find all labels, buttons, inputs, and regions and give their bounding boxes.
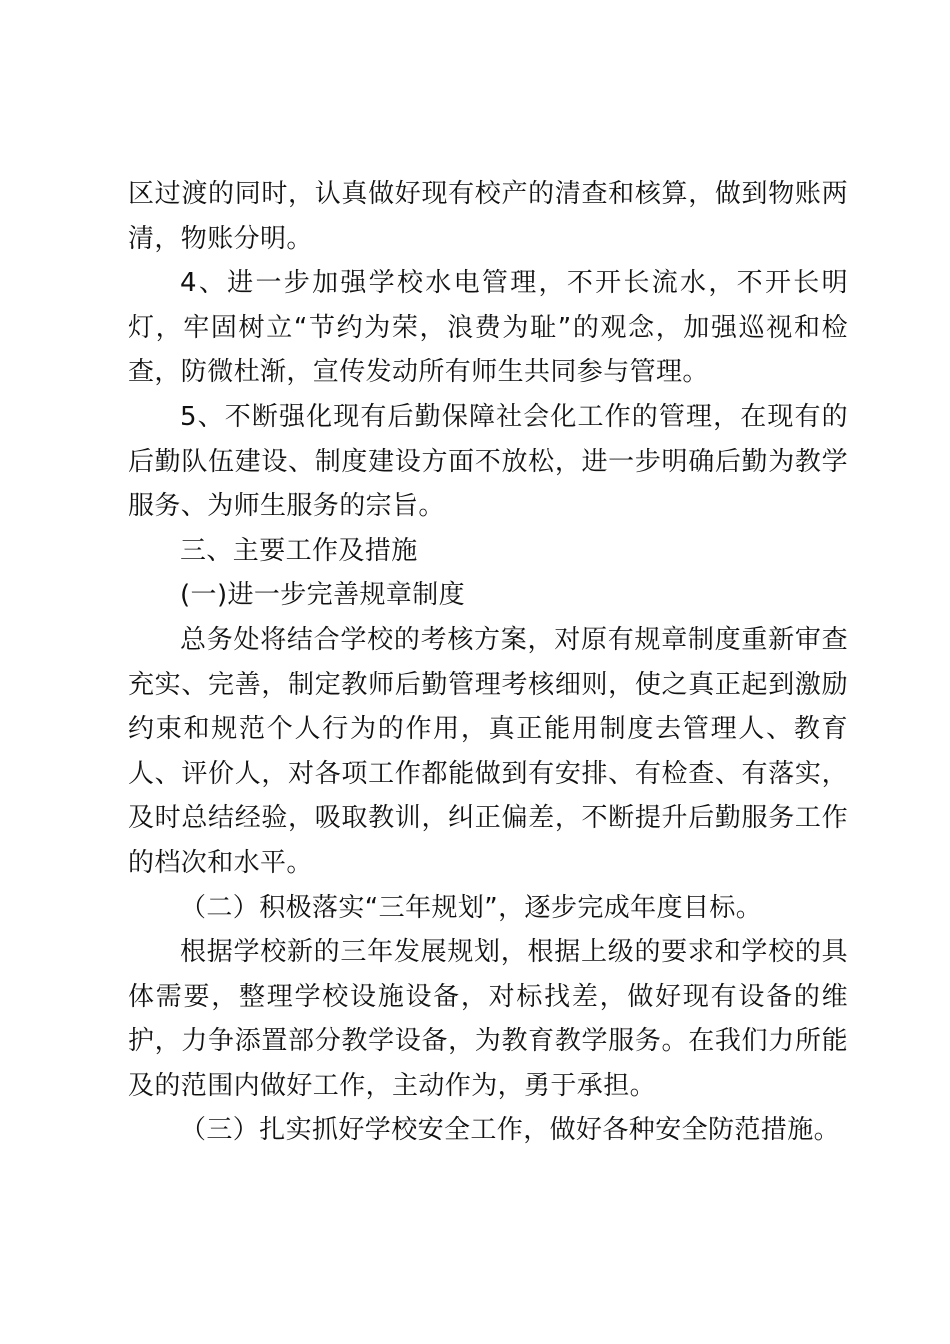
paragraph-three-year-plan: 根据学校新的三年发展规划，根据上级的要求和学校的具体需要，整理学校设施设备，对标找差，做好现有设备的维护，力争添置部分教学设备，为教育教学服务。在我们力所能及的范围内做好工作，主动作为，勇于承担。 <box>128 937 848 1101</box>
subheading-1: (一)进一步完善规章制度 <box>180 580 466 611</box>
paragraph-continuation: 区过渡的同时，认真做好现有校产的清查和核算，做到物账两清，物账分明。 <box>128 179 848 254</box>
section-heading-3: 三、主要工作及措施 <box>180 535 418 566</box>
paragraph-item-5: 5、不断强化现有后勤保障社会化工作的管理，在现有的后勤队伍建设、制度建设方面不放松，进一步明确后勤为教学服务、为师生服务的宗旨。 <box>128 401 848 522</box>
subheading-2: （二）积极落实“三年规划”，逐步完成年度目标。 <box>180 892 763 923</box>
paragraph-item-4: 4、进一步加强学校水电管理，不开长流水，不开长明灯，牢固树立“节约为荣，浪费为耻”的观念，加强巡视和检查，防微杜渐，宣传发动所有师生共同参与管理。 <box>128 268 848 388</box>
subheading-3: （三）扎实抓好学校安全工作，做好各种安全防范措施。 <box>180 1115 841 1146</box>
document-body <box>128 172 848 1153</box>
paragraph-regulations: 总务处将结合学校的考核方案，对原有规章制度重新审查充实、完善，制定教师后勤管理考核细则，使之真正起到激励约束和规范个人行为的作用，真正能用制度去管理人、教育人、评价人，对各项工作都能做到有安排、有检查、有落实，及时总结经验，吸取教训，纠正偏差，不断提升后勤服务工作的档次和水平。 <box>128 624 848 878</box>
